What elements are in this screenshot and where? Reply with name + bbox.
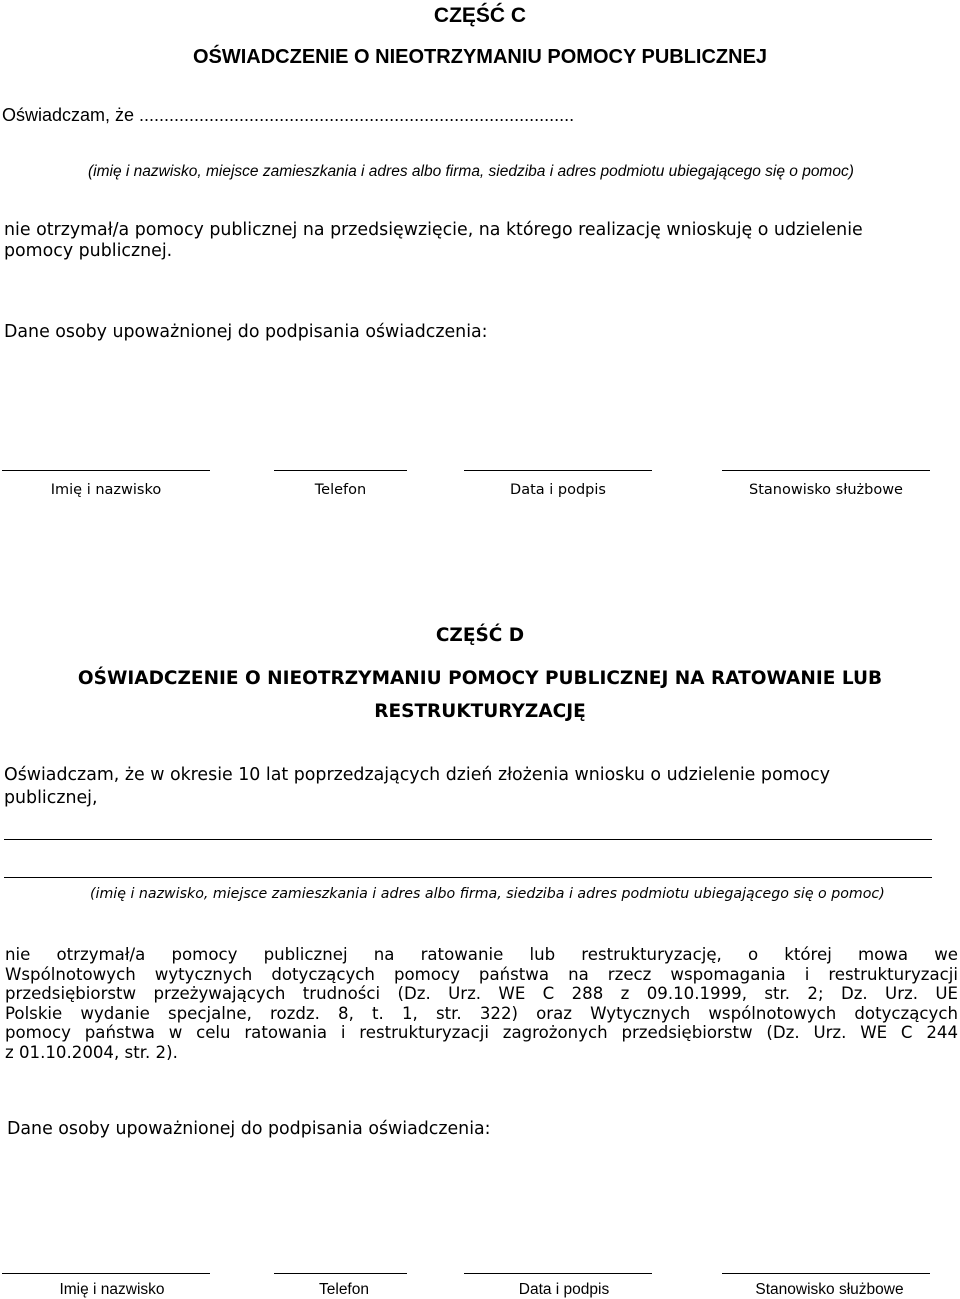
part-d-title-line2: RESTRUKTURYZACJĘ [374, 701, 586, 722]
signature-line [464, 470, 652, 471]
part-c-statement-line1: nie otrzymał/a pomocy publicznej na przedsięwzięcie, na którego realizację wnioskuję o udzielenie [4, 220, 863, 240]
signature-line [464, 1273, 652, 1274]
signature-line [722, 1273, 930, 1274]
part-d-heading: CZĘŚĆ D [435, 625, 525, 646]
signature-label-date: Data i podpis [510, 482, 606, 498]
part-d-declare-line2: publicznej, [4, 788, 98, 808]
part-c-heading: CZĘŚĆ C [433, 4, 527, 27]
statement-line: Wspólnotowych wytycznych dotyczących pomocy państwa na rzecz wspomagania i restrukturyzacji [5, 964, 958, 984]
part-d-name-hint: (imię i nazwisko, miejsce zamieszkania i adres albo firma, siedziba i adres podmiotu ubiegającego się o pomoc) [90, 886, 885, 902]
signature-label-position: Stanowisko służbowe [755, 1281, 904, 1298]
part-d-statement [5, 945, 958, 1063]
part-d-declare-line1: Oświadczam, że w okresie 10 lat poprzedzających dzień złożenia wniosku o udzielenie pomocy [4, 765, 831, 785]
part-d-authorized-label: Dane osoby upoważnionej do podpisania oświadczenia: [7, 1119, 491, 1139]
signature-line [274, 1273, 407, 1274]
signature-label-position: Stanowisko służbowe [749, 482, 903, 498]
part-c-authorized-label: Dane osoby upoważnionej do podpisania oświadczenia: [4, 322, 488, 342]
part-d-title-line1: OŚWIADCZENIE O NIEOTRZYMANIU POMOCY PUBLICZNEJ NA RATOWANIE LUB [77, 668, 883, 689]
signature-line [2, 470, 210, 471]
statement-line: nie otrzymał/a pomocy publicznej na ratowanie lub restrukturyzację, o której mowa we [5, 945, 958, 964]
entry-line [4, 839, 932, 840]
part-c-name-hint: (imię i nazwisko, miejsce zamieszkania i adres albo firma, siedziba i adres podmiotu ubiegającego się o pomoc) [88, 163, 854, 180]
signature-label-name: Imię i nazwisko [59, 1281, 165, 1298]
signature-label-phone: Telefon [314, 482, 367, 498]
signature-line [2, 1273, 210, 1274]
part-c-statement-line2: pomocy publicznej. [4, 241, 173, 261]
statement-line: Polskie wydanie specjalne, rozdz. 8, t. 1, str. 322) oraz Wytycznych wspólnotowych dotyczących [5, 1003, 958, 1023]
part-c-title: OŚWIADCZENIE O NIEOTRZYMANIU POMOCY PUBLICZNEJ [192, 46, 768, 68]
statement-line: przedsiębiorstw przeżywających trudności (Dz. Urz. WE C 288 z 09.10.1999, str. 2; Dz. Urz. UE [5, 984, 958, 1004]
signature-label-date: Data i podpis [518, 1281, 610, 1298]
signature-line [722, 470, 930, 471]
part-c-declare-line: Oświadczam, że ....................................................................................... [2, 105, 575, 125]
entry-line [4, 877, 932, 878]
signature-label-phone: Telefon [319, 1281, 369, 1298]
statement-line: z 01.10.2004, str. 2). [5, 1042, 178, 1062]
signature-line [274, 470, 407, 471]
signature-label-name: Imię i nazwisko [50, 482, 162, 498]
statement-line: pomocy państwa w celu ratowania i restrukturyzacji zagrożonych przedsiębiorstw (Dz. Urz. WE C 244 [5, 1023, 958, 1043]
